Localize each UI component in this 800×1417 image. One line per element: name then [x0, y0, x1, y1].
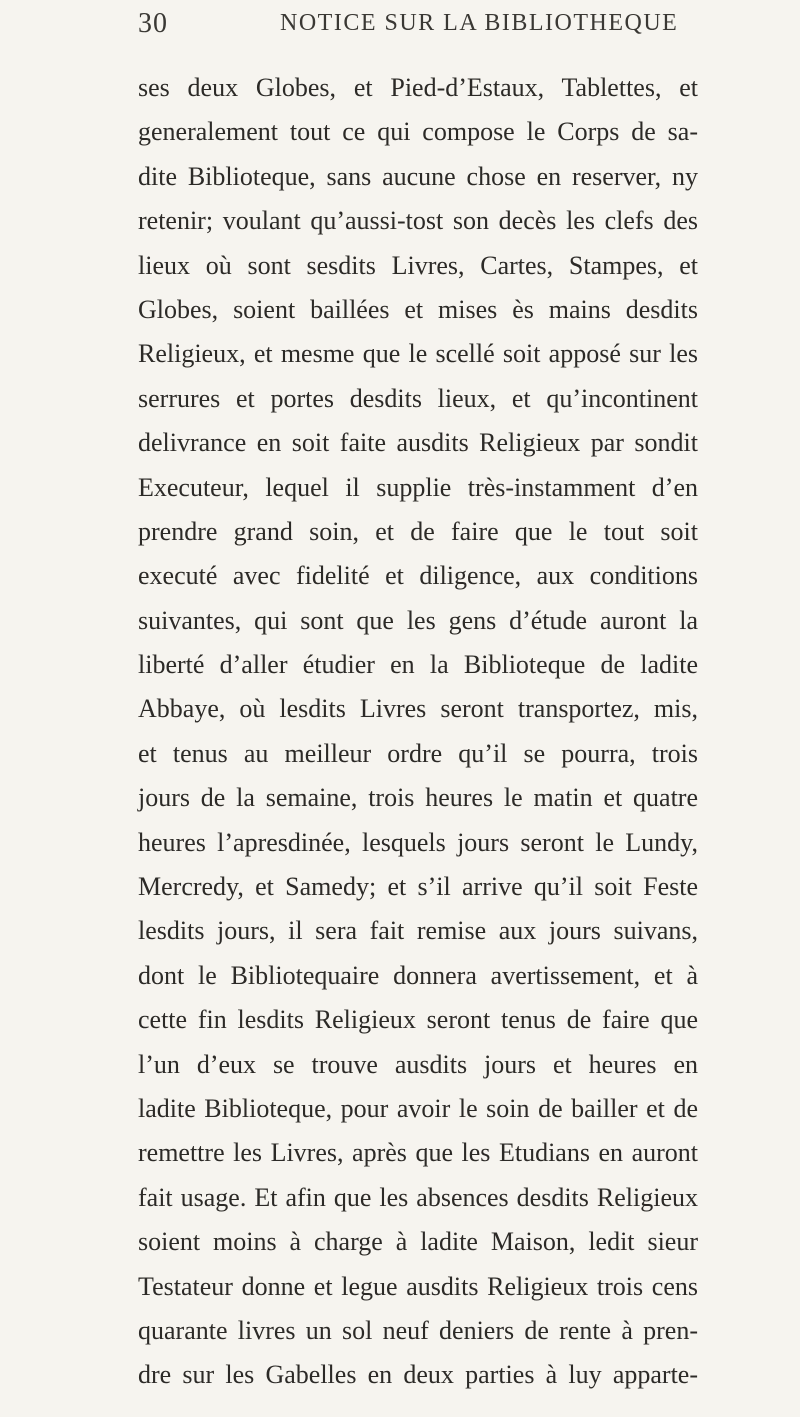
text-line: dre sur les Gabelles en deux parties à luy apparte- [138, 1360, 698, 1390]
text-line: lesdits jours, il sera fait remise aux jours suivans, [138, 916, 698, 946]
text-line: fait usage. Et afin que les absences desdits Religieux [138, 1182, 698, 1212]
text-line: suivantes, qui sont que les gens d’étude auront la [138, 605, 698, 635]
body-text [138, 66, 698, 1398]
text-line: Abbaye, où lesdits Livres seront transportez, mis, [138, 694, 698, 724]
page-number: 30 [138, 8, 168, 39]
text-line: delivrance en soit faite ausdits Religieux par sondit [138, 428, 698, 458]
text-line: retenir; voulant qu’aussi-tost son decès les clefs des [138, 206, 698, 236]
text-line: Mercredy, et Samedy; et s’il arrive qu’il soit Feste [138, 872, 698, 902]
text-line: heures l’apresdinée, lesquels jours seront le Lundy, [138, 827, 698, 857]
text-line: liberté d’aller étudier en la Biblioteque de ladite [138, 650, 698, 680]
text-line: Executeur, lequel il supplie très-instamment d’en [138, 472, 698, 502]
text-line: lieux où sont sesdits Livres, Cartes, Stampes, et [138, 250, 698, 280]
text-line: ladite Biblioteque, pour avoir le soin de bailler et de [138, 1093, 698, 1123]
text-line: prendre grand soin, et de faire que le tout soit [138, 516, 698, 546]
running-title: NOTICE SUR LA BIBLIOTHEQUE [280, 10, 679, 36]
text-line: soient moins à charge à ladite Maison, ledit sieur [138, 1227, 698, 1257]
text-line: et tenus au meilleur ordre qu’il se pourra, trois [138, 738, 698, 768]
text-line: dont le Bibliotequaire donnera avertissement, et à [138, 960, 698, 990]
text-line: l’un d’eux se trouve ausdits jours et heures en [138, 1049, 698, 1079]
text-line: ses deux Globes, et Pied-d’Estaux, Tablettes, et [138, 73, 698, 102]
text-line: serrures et portes desdits lieux, et qu’incontinent [138, 383, 698, 413]
text-line: generalement tout ce qui compose le Corps de sa- [138, 117, 698, 147]
text-line: jours de la semaine, trois heures le matin et quatre [138, 783, 698, 813]
text-line: Religieux, et mesme que le scellé soit apposé sur les [138, 339, 698, 369]
text-line: executé avec fidelité et diligence, aux conditions [138, 561, 698, 591]
text-line: remettre les Livres, après que les Etudians en auront [138, 1138, 698, 1168]
text-line: Globes, soient baillées et mises ès mains desdits [138, 294, 698, 324]
text-line: Testateur donne et legue ausdits Religieux trois cens [138, 1271, 698, 1301]
text-line: quarante livres un sol neuf deniers de rente à pren- [138, 1315, 698, 1345]
text-line: dite Biblioteque, sans aucune chose en reserver, ny [138, 161, 698, 191]
text-line: cette fin lesdits Religieux seront tenus de faire que [138, 1005, 698, 1035]
running-header [0, 0, 800, 60]
